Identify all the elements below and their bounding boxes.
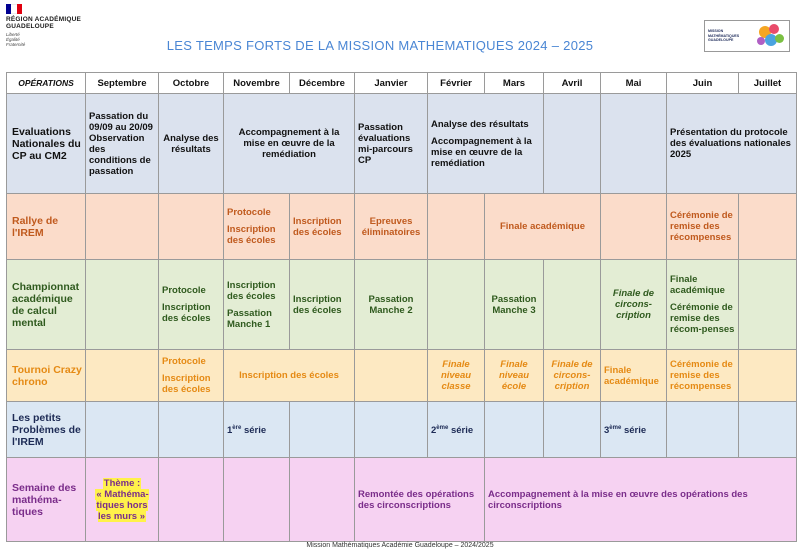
mission-mathematiques-logo: MISSION MATHÉMATIQUES GUADELOUPE xyxy=(704,20,790,52)
cell-tournoi-avril: Finale de circons-cription xyxy=(544,350,601,402)
cell-pb-septembre xyxy=(86,402,159,458)
cell-champ-fevrier xyxy=(428,260,485,350)
cell-champ-janvier: Passation Manche 2 xyxy=(355,260,428,350)
cell-pb-juillet xyxy=(739,402,797,458)
row-label-tournoi: Tournoi Crazy chrono xyxy=(7,350,86,402)
cell-pb-janvier xyxy=(355,402,428,458)
cell-pb-octobre xyxy=(159,402,224,458)
page-title: LES TEMPS FORTS DE LA MISSION MATHEMATIQUES 2024 – 2025 xyxy=(166,38,594,53)
cell-tournoi-mars: Finale niveau école xyxy=(485,350,544,402)
col-header-decembre: Décembre xyxy=(290,73,355,94)
cell-eval-avril xyxy=(544,94,601,194)
col-header-novembre: Novembre xyxy=(224,73,290,94)
cell-eval-janvier: Passation évaluations mi-parcours CP xyxy=(355,94,428,194)
cell-champ-juillet xyxy=(739,260,797,350)
cell-champ-octobre: Protocole Inscription des écoles xyxy=(159,260,224,350)
cell-rallye-decembre: Inscription des écoles xyxy=(290,194,355,260)
cell-champ-avril xyxy=(544,260,601,350)
row-tournoi xyxy=(7,350,797,402)
cell-rallye-janvier: Epreuves éliminatoires xyxy=(355,194,428,260)
logo-line-1: RÉGION ACADÉMIQUE xyxy=(6,16,82,23)
col-header-septembre: Septembre xyxy=(86,73,159,94)
row-rallye xyxy=(7,194,797,260)
page-footer: Mission Mathématiques Académie Guadeloupe – 2024/2025 xyxy=(306,542,494,549)
math-shapes-icon xyxy=(757,24,786,48)
cell-eval-juin-juillet: Présentation du protocole des évaluations nationales 2025 xyxy=(667,94,797,194)
cell-tournoi-septembre xyxy=(86,350,159,402)
cell-pb-juin xyxy=(667,402,739,458)
logo-line-2: GUADELOUPE xyxy=(6,23,54,30)
col-header-juillet: Juillet xyxy=(739,73,797,94)
cell-tournoi-mai: Finale académique xyxy=(601,350,667,402)
cell-rallye-septembre xyxy=(86,194,159,260)
cell-rallye-mai xyxy=(601,194,667,260)
row-label-rallye: Rallye de l'IREM xyxy=(7,194,86,260)
cell-semaine-mars-juillet: Accompagnement à la mise en œuvre des opérations des circonscriptions xyxy=(485,458,797,542)
header-row xyxy=(7,73,797,94)
cell-rallye-mars-avril: Finale académique xyxy=(485,194,601,260)
cell-champ-mai: Finale de circons-cription xyxy=(601,260,667,350)
cell-eval-novembre-decembre: Accompagnement à la mise en œuvre de la remédiation xyxy=(224,94,355,194)
row-label-petits-problemes: Les petits Problèmes de l'IREM xyxy=(7,402,86,458)
cell-eval-mai xyxy=(601,94,667,194)
cell-semaine-novembre xyxy=(224,458,290,542)
cell-rallye-juillet xyxy=(739,194,797,260)
cell-champ-septembre xyxy=(86,260,159,350)
cell-tournoi-juillet xyxy=(739,350,797,402)
cell-tournoi-juin: Cérémonie de remise des récompenses xyxy=(667,350,739,402)
cell-pb-decembre xyxy=(290,402,355,458)
row-label-championnat: Championnat académique de calcul mental xyxy=(7,260,86,350)
col-header-janvier: Janvier xyxy=(355,73,428,94)
cell-rallye-novembre: Protocole Inscription des écoles xyxy=(224,194,290,260)
cell-rallye-fevrier xyxy=(428,194,485,260)
cell-semaine-decembre xyxy=(290,458,355,542)
cell-pb-mars xyxy=(485,402,544,458)
col-header-fevrier: Février xyxy=(428,73,485,94)
row-label-semaine: Semaine des mathéma-tiques xyxy=(7,458,86,542)
cell-pb-fevrier: 2ème série xyxy=(428,402,485,458)
cell-tournoi-janvier xyxy=(355,350,428,402)
cell-tournoi-octobre: Protocole Inscription des écoles xyxy=(159,350,224,402)
cell-champ-mars: Passation Manche 3 xyxy=(485,260,544,350)
row-semaine xyxy=(7,458,797,542)
col-header-avril: Avril xyxy=(544,73,601,94)
cell-champ-novembre: Inscription des écoles Passation Manche 1 xyxy=(224,260,290,350)
cell-semaine-octobre xyxy=(159,458,224,542)
logo-motto: Liberté Égalité Fraternité xyxy=(6,32,26,47)
cell-champ-decembre: Inscription des écoles xyxy=(290,260,355,350)
cell-eval-septembre: Passation du 09/09 au 20/09 Observation des conditions de passation xyxy=(86,94,159,194)
cell-eval-fevrier-mars: Analyse des résultats Accompagnement à la mise en œuvre de la remédiation xyxy=(428,94,544,194)
cell-semaine-septembre: Thème : « Mathéma-tiques hors les murs » xyxy=(86,458,159,542)
region-academique-logo xyxy=(6,4,116,60)
cell-rallye-octobre xyxy=(159,194,224,260)
col-header-mars: Mars xyxy=(485,73,544,94)
row-label-evaluations: Evaluations Nationales du CP au CM2 xyxy=(7,94,86,194)
row-petits-problemes xyxy=(7,402,797,458)
cell-tournoi-fevrier: Finale niveau classe xyxy=(428,350,485,402)
row-evaluations xyxy=(7,94,797,194)
cell-champ-juin: Finale académique Cérémonie de remise des récom-penses xyxy=(667,260,739,350)
cell-pb-novembre: 1ère série xyxy=(224,402,290,458)
cell-eval-octobre: Analyse des résultats xyxy=(159,94,224,194)
republic-flag-icon xyxy=(6,4,22,14)
cell-pb-avril xyxy=(544,402,601,458)
row-championnat xyxy=(7,260,797,350)
col-header-juin: Juin xyxy=(667,73,739,94)
cell-tournoi-novembre-decembre: Inscription des écoles xyxy=(224,350,355,402)
cell-semaine-janvier-fevrier: Remontée des opérations des circonscriptions xyxy=(355,458,485,542)
cell-pb-mai: 3ème série xyxy=(601,402,667,458)
schedule-table xyxy=(6,72,797,542)
col-header-octobre: Octobre xyxy=(159,73,224,94)
col-header-operations: OPÉRATIONS xyxy=(7,73,86,94)
cell-rallye-juin: Cérémonie de remise des récompenses xyxy=(667,194,739,260)
col-header-mai: Mai xyxy=(601,73,667,94)
